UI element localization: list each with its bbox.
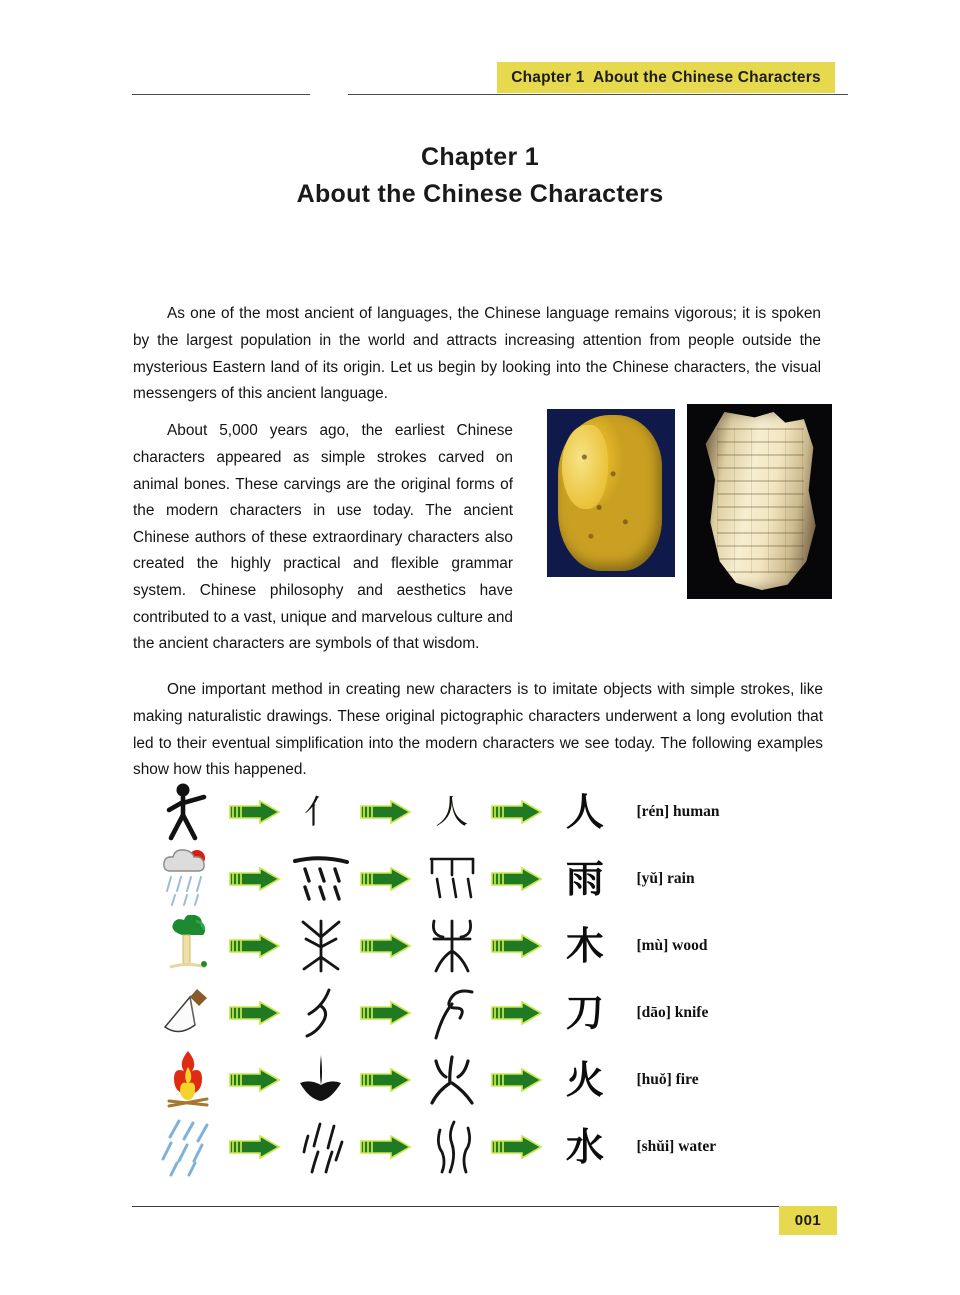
evolution-arrow-1 — [225, 979, 285, 1046]
evolution-stage-1 — [285, 1046, 356, 1113]
oracle-bone-photo-left — [547, 409, 675, 577]
oracle-bone-fragment-icon — [558, 415, 662, 571]
evolution-stage-2 — [416, 1113, 487, 1180]
character-gloss: [yǔ] rain — [636, 869, 695, 887]
rain-cloud-pictograph — [150, 845, 225, 912]
paragraph-pictographic-method: One important method in creating new characters is to imitate objects with simple strokes, like making naturalistic drawings. These original pictographic characters underwent a long evolution that led to their eventual simplification into the modern characters we see today. The following examples show how this happened. — [133, 681, 823, 779]
evolution-row — [150, 979, 810, 1046]
evolution-stage-2: 人 — [435, 792, 469, 831]
evolution-row — [150, 1113, 810, 1180]
evolution-stage-2 — [416, 1046, 487, 1113]
character-evolution-chart — [150, 778, 810, 1180]
paragraph-intro: As one of the most ancient of languages, the Chinese language remains vigorous; it is spoken by the largest population in the world and attracts increasing attention from people outside the mysterious Eastern land of its origin. Let us begin by looking into the Chinese characters, the visual messengers of this ancient language. — [133, 305, 821, 403]
evolution-arrow-1 — [225, 778, 285, 845]
chapter-name-heading: About the Chinese Characters — [296, 180, 664, 208]
character-gloss: [rén] human — [636, 802, 720, 820]
evolution-row — [150, 912, 810, 979]
evolution-arrow-1 — [225, 1113, 285, 1180]
chapter-number-heading: Chapter 1 — [420, 143, 539, 171]
evolution-stage-1: 亻 — [304, 792, 338, 831]
tree-pictograph — [150, 912, 225, 979]
oracle-bone-figure-group — [547, 404, 832, 604]
evolution-arrow-2 — [356, 1046, 416, 1113]
evolution-stage-2 — [416, 845, 487, 912]
header-rule-left — [132, 94, 310, 95]
campfire-pictograph — [150, 1046, 225, 1113]
evolution-stage-1 — [285, 845, 356, 912]
header-rule-right — [348, 94, 848, 95]
evolution-arrow-2 — [356, 979, 416, 1046]
evolution-arrow-3 — [487, 979, 547, 1046]
evolution-arrow-1 — [225, 845, 285, 912]
evolution-arrow-3 — [487, 1113, 547, 1180]
page-number-badge — [779, 1206, 837, 1235]
character-gloss: [shǔi] water — [636, 1137, 717, 1155]
evolution-arrow-2 — [356, 845, 416, 912]
running-header-tab — [497, 62, 835, 93]
evolution-stage-2 — [416, 979, 487, 1046]
modern-character: 人 — [565, 788, 604, 834]
evolution-arrow-3 — [487, 778, 547, 845]
inscribed-bone-icon — [701, 412, 818, 590]
evolution-arrow-2 — [356, 778, 416, 845]
water-droplets-pictograph — [150, 1113, 225, 1180]
character-gloss: [mù] wood — [636, 936, 708, 954]
walking-stick-figure-pictograph — [150, 778, 225, 845]
running-header-label: Chapter 1 About the Chinese Characters — [511, 68, 821, 86]
evolution-stage-1 — [285, 1113, 356, 1180]
evolution-arrow-1 — [225, 1046, 285, 1113]
modern-character: 木 — [565, 922, 604, 968]
evolution-row — [150, 845, 810, 912]
evolution-row — [150, 1046, 810, 1113]
paragraph-oracle-bones: About 5,000 years ago, the earliest Chinese characters appeared as simple strokes carved on animal bones. These carvings are the original forms of the modern characters in use today. The ancient Chinese authors of these extraordinary characters also created the highly practical and flexible grammar system. Chinese philosophy and aesthetics have contributed to a vast, unique and marvelous culture and the ancient characters are symbols of that wisdom. — [133, 422, 513, 653]
evolution-stage-1 — [285, 912, 356, 979]
evolution-arrow-1 — [225, 912, 285, 979]
modern-character: 刀 — [565, 989, 604, 1035]
character-gloss: [dāo] knife — [636, 1003, 709, 1021]
page-header — [0, 0, 960, 110]
knife-blade-pictograph — [150, 979, 225, 1046]
modern-character: 雨 — [565, 855, 604, 901]
evolution-arrow-3 — [487, 912, 547, 979]
evolution-arrow-2 — [356, 1113, 416, 1180]
page-number: 001 — [794, 1212, 822, 1229]
page-title — [0, 140, 960, 214]
evolution-arrow-2 — [356, 912, 416, 979]
oracle-bone-photo-right — [687, 404, 832, 599]
footer-rule — [132, 1206, 822, 1207]
evolution-arrow-3 — [487, 845, 547, 912]
modern-character: 火 — [565, 1056, 604, 1102]
evolution-arrow-3 — [487, 1046, 547, 1113]
evolution-stage-2 — [416, 912, 487, 979]
modern-character: 水 — [565, 1123, 604, 1169]
evolution-row — [150, 778, 810, 845]
evolution-stage-1 — [285, 979, 356, 1046]
character-gloss: [huǒ] fire — [636, 1070, 699, 1088]
